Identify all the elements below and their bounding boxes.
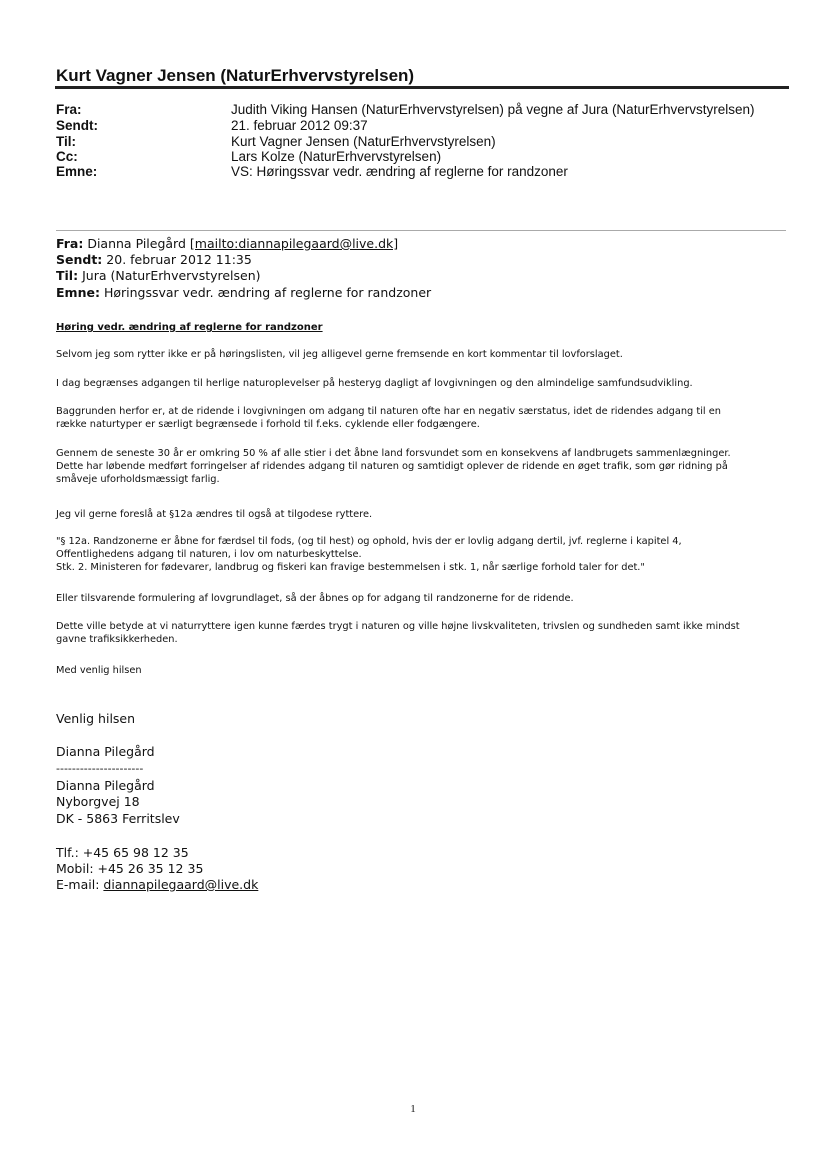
- paragraph-3-line-1: Baggrunden herfor er, at de ridende i lovgivningen om adgang til naturen ofte har en negativ særstatus, idet de ridendes adgang til en: [56, 406, 722, 417]
- letter-subject-text: Høring vedr. ændring af reglerne for randzoner: [56, 322, 323, 333]
- signature-phone: Tlf.: +45 65 98 12 35: [56, 845, 189, 860]
- forward-sent-line: [56, 252, 252, 267]
- paragraph-6-line-3: Stk. 2. Ministeren for fødevarer, landbrug og fiskeri kan fravige bestemmelsen i stk. 1, når særlige forhold taler for det.": [56, 562, 645, 573]
- header-subject-value: VS: Høringssvar vedr. ændring af reglerne for randzoner: [231, 164, 568, 179]
- forward-subject-line: [56, 285, 431, 300]
- paragraph-3: [56, 405, 786, 431]
- forward-from-line: [56, 236, 398, 251]
- paragraph-4-line-2: Dette har løbende medført forringelser af ridendes adgang til naturen og samtidigt oplever de ridende en øget trafik, som gør ridning på: [56, 461, 728, 472]
- header-cc-value: Lars Kolze (NaturErhvervstyrelsen): [231, 149, 442, 164]
- header-to-value: Kurt Vagner Jensen (NaturErhvervstyrelsen): [231, 134, 496, 149]
- signature-name-2: Dianna Pilegård: [56, 778, 155, 793]
- header-from-value: Judith Viking Hansen (NaturErhvervstyrelsen) på vegne af Jura (NaturErhvervstyrelsen): [231, 102, 755, 117]
- signature-city: DK - 5863 Ferritslev: [56, 811, 180, 826]
- forward-sent-value: 20. februar 2012 11:35: [106, 252, 252, 267]
- paragraph-6: [56, 535, 786, 574]
- signature-email-link[interactable]: diannapilegaard@live.dk: [103, 877, 259, 892]
- paragraph-2: I dag begrænses adgangen til herlige naturoplevelser på hesteryg dagligt af lovgivningen og den almindelige samfundsudvikling.: [56, 378, 693, 389]
- paragraph-8-line-2: gavne trafiksikkerheden.: [56, 634, 178, 645]
- header-from-label: Fra:: [56, 102, 82, 117]
- paragraph-4-line-1: Gennem de seneste 30 år er omkring 50 % af alle stier i det åbne land forsvundet som en konsekvens af landbrugets sammenlægninger.: [56, 448, 731, 459]
- forward-subject-value: Høringssvar vedr. ændring af reglerne for randzoner: [103, 285, 432, 300]
- title-divider: [55, 86, 789, 89]
- paragraph-6-line-1: "§ 12a. Randzonerne er åbne for færdsel til fods, (og til hest) og ophold, hvis der er lovlig adgang dertil, jvf. reglerne i kapitel 4,: [56, 536, 682, 547]
- forward-subject-label: Emne:: [56, 285, 100, 300]
- signature-greeting: Venlig hilsen: [56, 711, 136, 726]
- paragraph-8-line-1: Dette ville betyde at vi naturryttere igen kunne færdes trygt i naturen og ville højne livskvaliteten, trivslen og sundheden samt ikke mindst: [56, 621, 740, 632]
- header-sent-label: Sendt:: [56, 118, 98, 133]
- paragraph-7: Eller tilsvarende formulering af lovgrundlaget, så der åbnes op for adgang til randzonerne for de ridende.: [56, 593, 574, 604]
- forward-mailto-link[interactable]: [mailto:diannapilegaard@live.dk]: [189, 236, 399, 251]
- signature-dashes: ----------------------: [56, 762, 144, 775]
- document-title: Kurt Vagner Jensen (NaturErhvervstyrelsen): [56, 66, 415, 85]
- header-to-label: Til:: [56, 134, 76, 149]
- paragraph-3-line-2: række naturtyper er særligt begrænsede i forhold til f.eks. cyklende eller fodgængere.: [56, 419, 480, 430]
- forward-to-value: Jura (NaturErhvervstyrelsen): [82, 268, 261, 283]
- signature-street: Nyborgvej 18: [56, 794, 140, 809]
- forward-from-label: Fra:: [56, 236, 84, 251]
- forward-separator: [56, 230, 786, 231]
- paragraph-4: [56, 447, 786, 486]
- header-cc-label: Cc:: [56, 149, 78, 164]
- signature-email-line: [56, 877, 258, 893]
- page-number: 1: [410, 1103, 416, 1115]
- signature-mobile: Mobil: +45 26 35 12 35: [56, 861, 204, 876]
- forward-to-line: [56, 268, 261, 283]
- paragraph-8: [56, 620, 786, 646]
- paragraph-4-line-3: småveje uforholdsmæssigt farlig.: [56, 474, 220, 485]
- letter-subject: [56, 321, 786, 334]
- header-sent-value: 21. februar 2012 09:37: [231, 118, 368, 133]
- forward-sent-label: Sendt:: [56, 252, 103, 267]
- paragraph-5: Jeg vil gerne foreslå at §12a ændres til også at tilgodese ryttere.: [56, 509, 373, 520]
- signature-email-label: E-mail:: [56, 877, 100, 892]
- forward-to-label: Til:: [56, 268, 79, 283]
- paragraph-1: Selvom jeg som rytter ikke er på høringslisten, vil jeg alligevel gerne fremsende en kort kommentar til lovforslaget.: [56, 349, 623, 360]
- forward-from-value: Dianna Pilegård: [87, 236, 186, 251]
- header-subject-label: Emne:: [56, 164, 98, 179]
- paragraph-6-line-2: Offentlighedens adgang til naturen, i lov om naturbeskyttelse.: [56, 549, 362, 560]
- signature-name: Dianna Pilegård: [56, 744, 155, 759]
- letter-closing: Med venlig hilsen: [56, 665, 142, 676]
